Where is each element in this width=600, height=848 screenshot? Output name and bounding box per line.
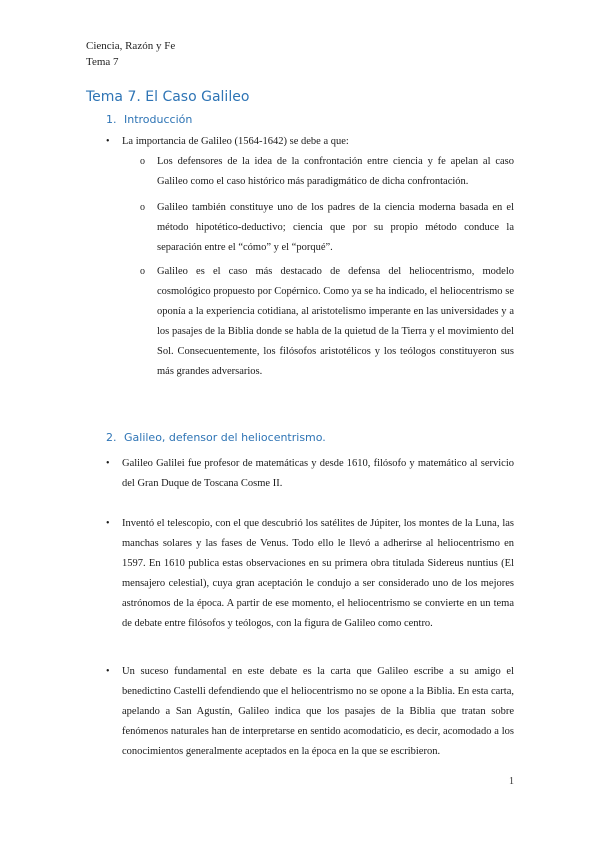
section-heading [106, 430, 326, 446]
running-header [86, 38, 175, 70]
bullet-marker: • [106, 666, 110, 677]
bullet-text: Inventó el telescopio, con el que descubrió los satélites de Júpiter, los montes de la Luna, las manchas solares y las fases de Venus. Todo ello le llevó a adherirse al heliocentrismo en 1597. En 1610 publica estas observaciones en su primera obra titulada Sidereus nuntius (El mensajero celestial), cuya gran aceptación le condujo a ser considerado uno de los mejores astrónomos de la época. A partir de ese momento, el heliocentrismo se convierte en un tema de debate entre filósofos y teólogos, con la figura de Galileo como centro. [122, 518, 514, 629]
sub-bullet-text: Los defensores de la idea de la confrontación entre ciencia y fe apelan al caso Galileo como el caso histórico más paradigmático de dicha confrontación. [157, 156, 514, 187]
bullet-marker: • [106, 458, 110, 469]
sub-bullet-marker: o [140, 202, 145, 213]
bullet-marker: • [106, 518, 110, 529]
bullet-marker: • [106, 136, 110, 147]
bullet-text: Galileo Galilei fue profesor de matemáticas y desde 1610, filósofo y matemático al servicio del Gran Duque de Toscana Cosme II. [122, 458, 514, 489]
section-number: 2. [106, 431, 117, 444]
bullet-text: La importancia de Galileo (1564-1642) se debe a que: [122, 136, 349, 147]
header-course: Ciencia, Razón y Fe [86, 40, 176, 52]
bullet-text: Un suceso fundamental en este debate es la carta que Galileo escribe a su amigo el benedictino Castelli defendiendo que el heliocentrismo no se opone a la Biblia. En esta carta, apelando a San Agustín, Galileo indica que los pasajes de la Biblia que tratan sobre fenómenos naturales han de interpretarse en sentido acomodaticio, es decir, acomodado a los conocimientos generalmente aceptados en la época en la que se escribieron. [122, 666, 514, 757]
page-number: 1 [509, 776, 514, 787]
sub-bullet-marker: o [140, 156, 145, 167]
header-topic: Tema 7 [86, 56, 119, 68]
section-heading [106, 112, 192, 128]
sub-bullet-text: Galileo también constituye uno de los padres de la ciencia moderna basada en el método hipotético-deductivo; ciencia que por su propio método conduce la separación entre el “cómo” y el “porqué”. [157, 202, 514, 253]
section-title: Introducción [124, 113, 193, 126]
page-title: Tema 7. El Caso Galileo [86, 89, 250, 105]
sub-bullet-marker: o [140, 266, 145, 277]
section-number: 1. [106, 113, 117, 126]
sub-bullet-text: Galileo es el caso más destacado de defensa del heliocentrismo, modelo cosmológico propuesto por Copérnico. Como ya se ha indicado, el heliocentrismo se oponía a la experiencia cotidiana, al aristotelismo imperante en las universidades y a los pasajes de la Biblia donde se habla de la quietud de la Tierra y el movimiento del Sol. Consecuentemente, los filósofos aristotélicos y los teólogos constituyeron sus más grandes adversarios. [157, 266, 514, 377]
section-title: Galileo, defensor del heliocentrismo. [124, 431, 326, 444]
